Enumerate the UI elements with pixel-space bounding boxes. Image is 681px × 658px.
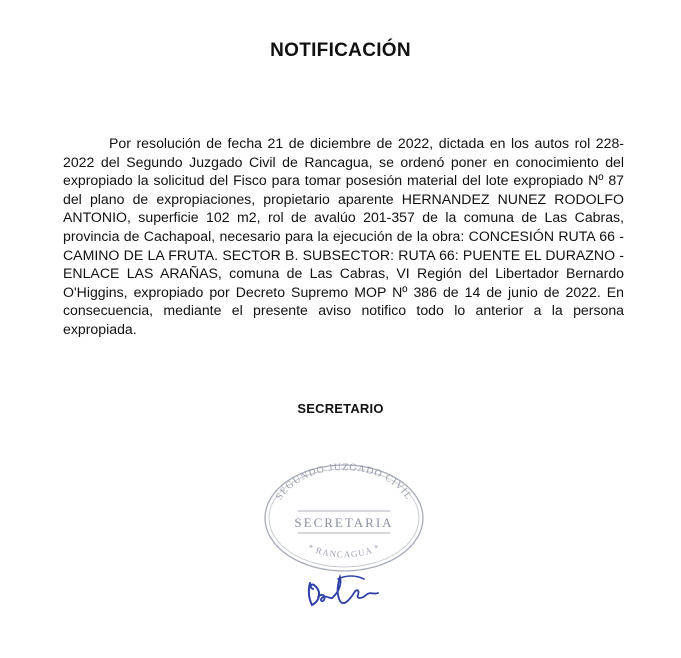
notification-body: Por resolución de fecha 21 de diciembre de 2022, dictada en los autos rol 228-2022 del Segundo Juzgado Civil de Rancagua, se ordenó poner en conocimiento del expropiado la solicitud del Fisco para tomar posesión material del lote expropiado Nº 87 del plano de expropiaciones, propietario aparente HERNANDEZ NUNEZ RODOLFO ANTONIO, superficie 102 m2, rol de avalúo 201-357 de la comuna de Las Cabras, provincia de Cachapoal, necesario para la ejecución de la obra: CONCESIÓN RUTA 66 - CAMINO DE LA FRUTA. SECTOR B. SUBSECTOR: RUTA 66: PUENTE EL DURAZNO - ENLACE LAS ARAÑAS, comuna de Las Cabras, VI Región del Libertador Bernardo O'Higgins, expropiado por Decreto Supremo MOP Nº 386 de 14 de junio de 2022. En consecuencia, mediante el presente aviso notifico todo lo anterior a la persona expropiada. xyxy=(63,135,624,337)
svg-text:* RANCAGUA * xyxy=(306,542,381,560)
court-seal-stamp xyxy=(262,462,426,574)
handwritten-signature xyxy=(300,565,385,615)
stamp-center-text: SECRETARIA xyxy=(294,515,394,530)
svg-text:SEGUNDO JUZGADO CIVIL xyxy=(274,462,414,502)
stamp-top-text: SEGUNDO JUZGADO CIVIL xyxy=(273,462,415,503)
document-title: NOTIFICACIÓN xyxy=(270,40,411,61)
stamp-bottom-text: * RANCAGUA * xyxy=(306,541,382,560)
signer-title: SECRETARIO xyxy=(297,401,384,416)
